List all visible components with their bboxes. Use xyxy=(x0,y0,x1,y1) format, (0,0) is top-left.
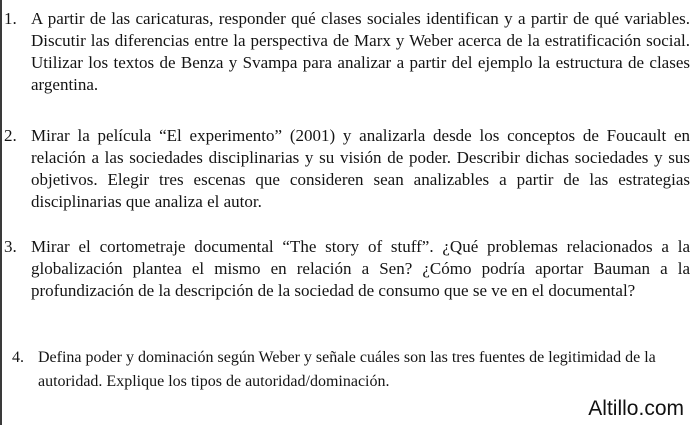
question-4-number: 4. xyxy=(12,349,24,366)
question-2-text: Mirar la película “El experimento” (2001) y analizarla desde los conceptos de Foucault en relación a las sociedades disciplinarias y su visión de poder. Describir dichas sociedades y sus objetivos. Elegir tres escenas que consideren sean analizables a partir de las estrategias disciplinarias que analiza el autor. xyxy=(31,126,690,211)
left-border-rule xyxy=(0,0,2,425)
question-3 xyxy=(4,236,690,302)
question-3-number: 3. xyxy=(4,237,17,256)
question-4-text: Defina poder y dominación según Weber y señale cuáles son las tres fuentes de legitimidad de la autoridad. Explique los tipos de autoridad/dominación. xyxy=(38,349,656,390)
question-2-number: 2. xyxy=(4,126,17,145)
question-1-text: A partir de las caricaturas, responder qué clases sociales identifican y a partir de qué variables. Discutir las diferencias entre la perspectiva de Marx y Weber acerca de la estratificación social. Utilizar los textos de Benza y Svampa para analizar a partir del ejemplo la estructura de clases argentina. xyxy=(31,9,690,94)
question-2 xyxy=(4,125,690,213)
question-1 xyxy=(4,8,690,96)
question-3-text: Mirar el cortometraje documental “The story of stuff”. ¿Qué problemas relacionados a la globalización plantea el mismo en relación a Sen? ¿Cómo podría aportar Bauman a la profundización de la descripción de la sociedad de consumo que se ve en el documental? xyxy=(31,237,690,300)
question-1-number: 1. xyxy=(4,9,17,28)
question-4 xyxy=(12,346,672,394)
site-watermark: Altillo.com xyxy=(588,397,684,420)
